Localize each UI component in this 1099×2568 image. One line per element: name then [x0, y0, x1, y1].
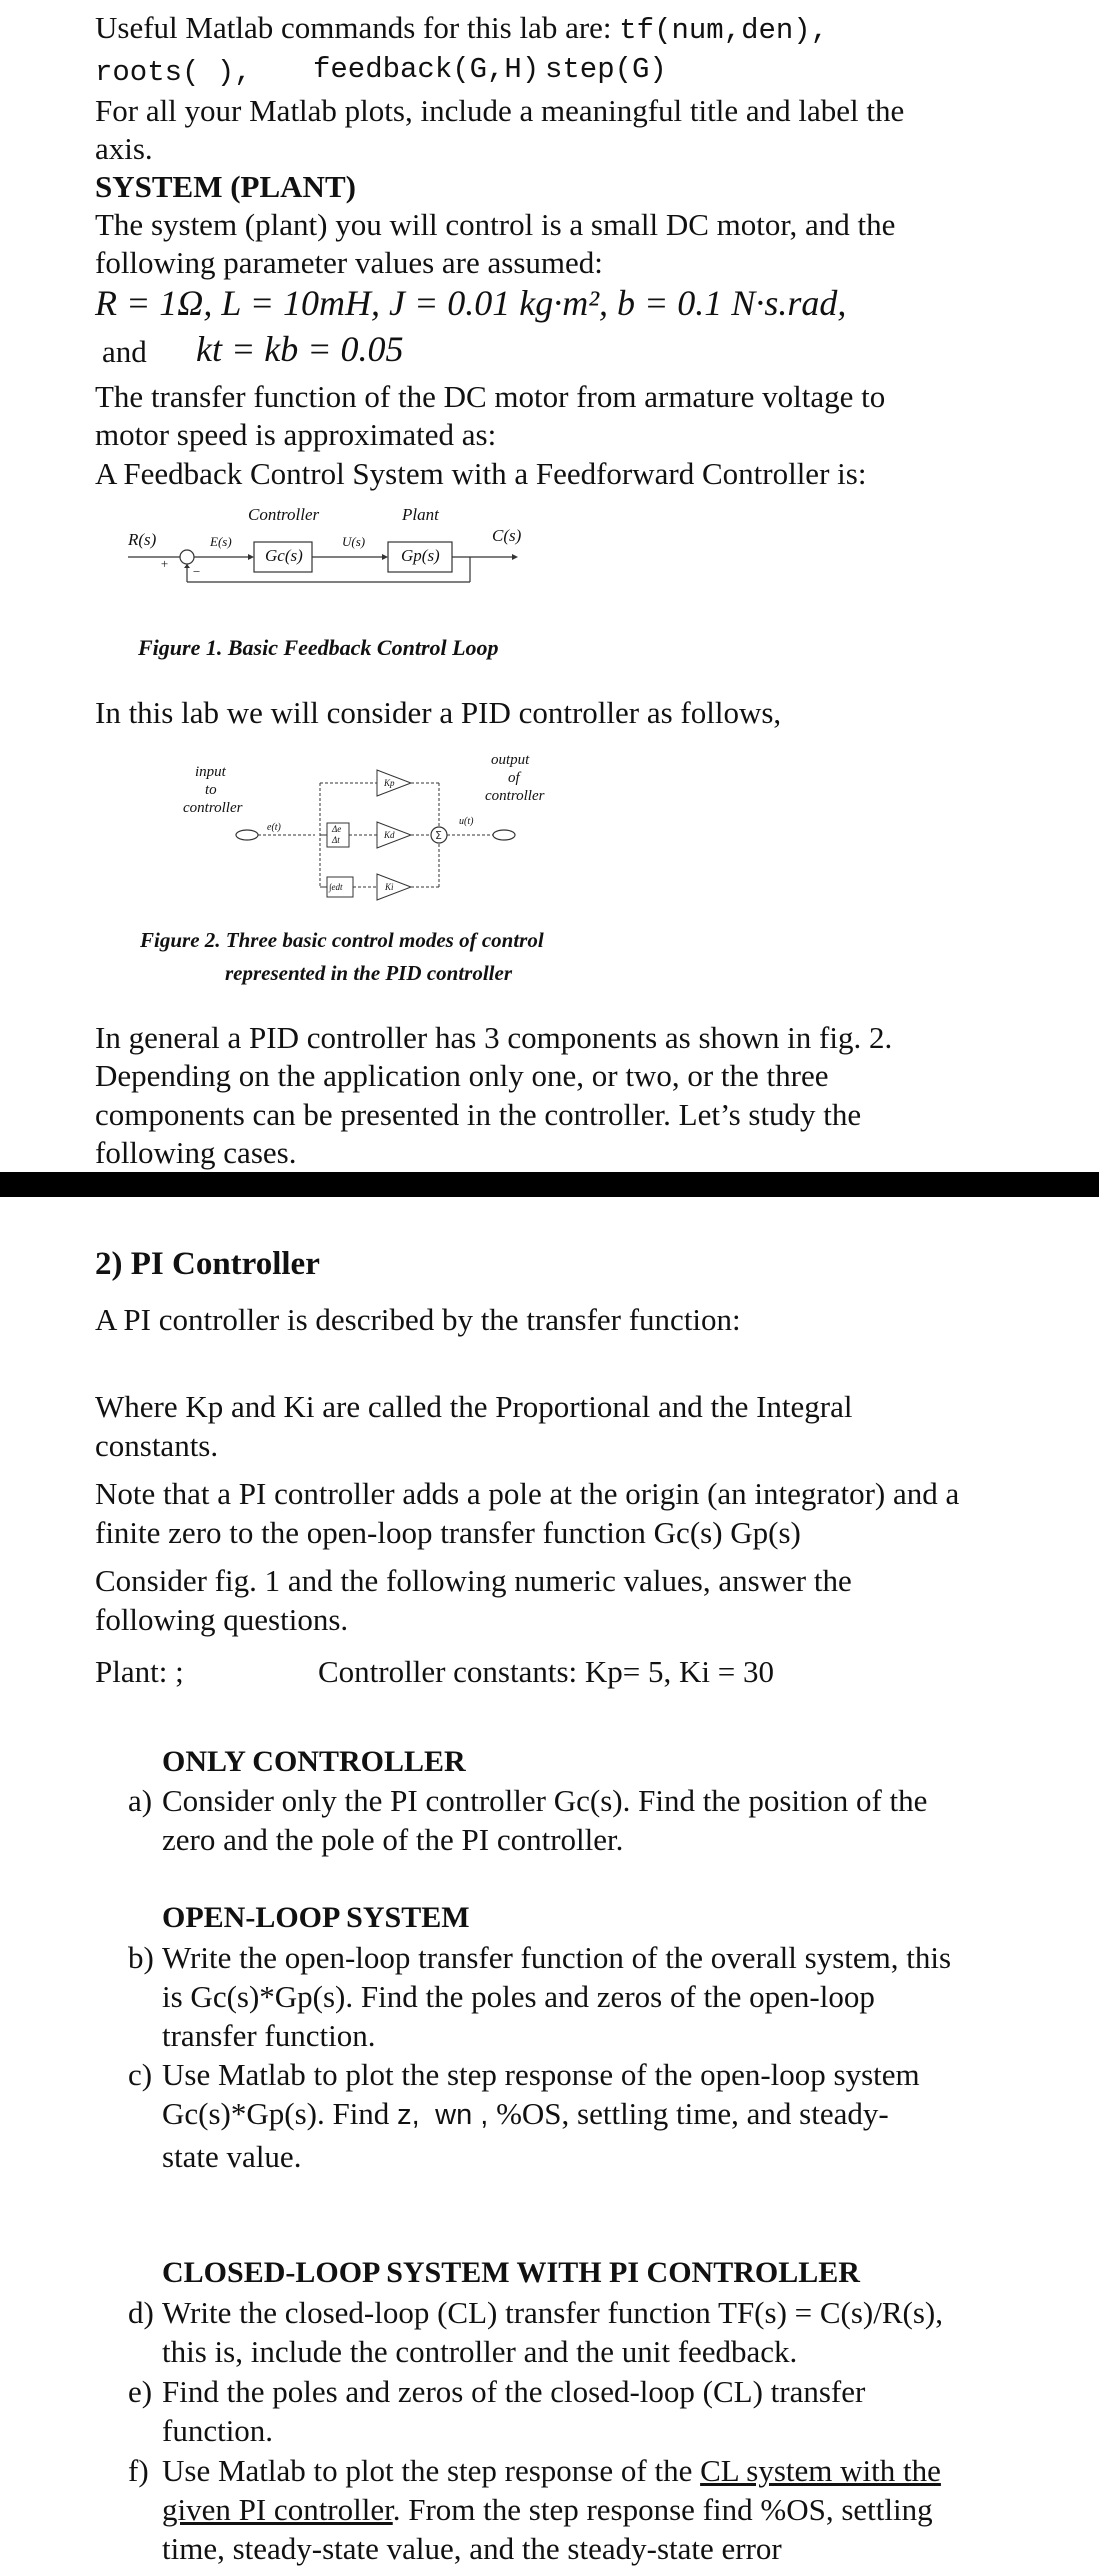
question-e-marker: e)	[128, 2374, 153, 2409]
integral-label: ∫edt	[329, 882, 343, 892]
gc-label: Gc(s)	[265, 546, 303, 565]
derivative-top: Δe	[332, 824, 342, 834]
question-d-line-1: Write the closed-loop (CL) transfer function TF(s) = C(s)/R(s),	[162, 2295, 944, 2330]
question-c-line-2	[162, 2094, 889, 2135]
feedforward-line: A Feedback Control System with a Feedforward Controller is:	[95, 456, 867, 491]
general-line-2: Depending on the application only one, or two, or the three	[95, 1058, 829, 1093]
tf-line-1: The transfer function of the DC motor from armature voltage to	[95, 379, 886, 414]
cmd-roots: roots( ),	[95, 56, 252, 89]
e-t-label: e(t)	[267, 822, 281, 833]
question-f-line-2-underlined: given PI controller	[162, 2492, 393, 2527]
controller-constants: Controller constants: Kp= 5, Ki = 30	[318, 1654, 775, 1689]
input-label-1: input	[195, 764, 226, 780]
note-line-2: finite zero to the open-loop transfer function Gc(s) Gp(s)	[95, 1515, 801, 1550]
question-a-line-2: zero and the pole of the PI controller.	[162, 1822, 624, 1857]
general-line-3: components can be presented in the controller. Let’s study the	[95, 1097, 862, 1132]
pid-intro: In this lab we will consider a PID controller as follows,	[95, 695, 782, 730]
input-label-3: controller	[183, 800, 243, 816]
closed-loop-heading: CLOSED-LOOP SYSTEM WITH PI CONTROLLER	[162, 2256, 860, 2289]
question-c-line-2-b: %OS, settling time, and steady-	[488, 2096, 889, 2131]
question-f-marker: f)	[128, 2453, 149, 2488]
e-label: E(s)	[210, 534, 232, 549]
kd-label: Kd	[384, 830, 395, 840]
input-label-2: to	[205, 782, 217, 798]
tf-line-2: motor speed is approximated as:	[95, 417, 497, 452]
pi-description: A PI controller is described by the transfer function:	[95, 1302, 741, 1337]
gp-label: Gp(s)	[401, 546, 440, 565]
plant-label: Plant	[402, 505, 439, 524]
plots-line-2: axis.	[95, 131, 153, 166]
question-d-marker: d)	[128, 2295, 154, 2330]
wn-symbol: wn ,	[435, 2099, 489, 2131]
plots-line-1: For all your Matlab plots, include a meaningful title and label the	[95, 93, 905, 128]
parameter-equation-2: kt = kb = 0.05	[196, 329, 404, 369]
figure-1-block-diagram	[120, 500, 540, 590]
r-label: R(s)	[128, 530, 157, 549]
consider-line-1: Consider fig. 1 and the following numeric values, answer the	[95, 1563, 852, 1598]
system-line-1: The system (plant) you will control is a small DC motor, and the	[95, 207, 896, 242]
u-t-label: u(t)	[459, 816, 474, 827]
zeta-symbol: z,	[397, 2099, 420, 2131]
figure-1-caption: Figure 1. Basic Feedback Control Loop	[138, 635, 499, 660]
plant-label: Plant: ;	[95, 1654, 184, 1689]
system-line-2: following parameter values are assumed:	[95, 245, 603, 280]
question-b-line-3: transfer function.	[162, 2018, 376, 2053]
output-label-2: of	[508, 770, 520, 786]
minus-sign: −	[192, 564, 201, 579]
question-c-line-2-a: Gc(s)*Gp(s). Find	[162, 2096, 398, 2131]
cmd-feedback: feedback(G,H)	[313, 53, 540, 86]
question-a-marker: a)	[128, 1783, 153, 1818]
question-d-line-2: this is, include the controller and the unit feedback.	[162, 2334, 798, 2369]
output-label-3: controller	[485, 788, 545, 804]
question-f-line-2	[162, 2490, 933, 2529]
parameter-and: and	[102, 334, 147, 369]
general-line-1: In general a PID controller has 3 components as shown in fig. 2.	[95, 1020, 893, 1055]
question-a-line-1: Consider only the PI controller Gc(s). Find the position of the	[162, 1783, 928, 1818]
u-label: U(s)	[342, 534, 366, 549]
question-e-line-2: function.	[162, 2413, 274, 2448]
only-controller-heading: ONLY CONTROLLER	[162, 1745, 466, 1778]
figure-2-caption-2: represented in the PID controller	[225, 961, 512, 985]
matlab-commands-line-2	[95, 50, 667, 92]
c-label: C(s)	[492, 526, 522, 545]
output-label-1: output	[491, 752, 530, 768]
controller-label: Controller	[248, 505, 320, 524]
question-f-line-1-a: Use Matlab to plot the step response of the	[162, 2453, 701, 2488]
kp-ki-line-2: constants.	[95, 1428, 219, 1463]
svg-text:Σ: Σ	[435, 829, 442, 842]
open-loop-heading: OPEN-LOOP SYSTEM	[162, 1901, 470, 1934]
figure-2-caption-1: Figure 2. Three basic control modes of control	[140, 928, 544, 952]
kp-label: Kp	[384, 778, 395, 788]
question-c-line-3: state value.	[162, 2139, 302, 2174]
pi-heading: 2) PI Controller	[95, 1246, 320, 1282]
commands-prefix: Useful Matlab commands for this lab are:	[95, 10, 620, 45]
general-line-4: following cases.	[95, 1135, 297, 1170]
question-f-line-2-b: . From the step response find %OS, settling	[392, 2492, 933, 2527]
question-e-line-1: Find the poles and zeros of the closed-loop (CL) transfer	[162, 2374, 866, 2409]
question-b-marker: b)	[128, 1940, 154, 1975]
cmd-step: step(G)	[545, 53, 667, 86]
question-c-marker: c)	[128, 2057, 153, 2092]
consider-line-2: following questions.	[95, 1602, 349, 1637]
question-c-line-1: Use Matlab to plot the step response of the open-loop system	[162, 2057, 920, 2092]
matlab-commands-line	[95, 8, 828, 50]
page-separator	[0, 1172, 1099, 1197]
derivative-bottom: Δt	[332, 835, 340, 845]
question-f-line-3: time, steady-state value, and the steady-state error	[162, 2531, 782, 2566]
note-line-1: Note that a PI controller adds a pole at the origin (an integrator) and a	[95, 1476, 960, 1511]
question-f-line-1	[162, 2451, 941, 2490]
kp-ki-line-1: Where Kp and Ki are called the Proportional and the Integral	[95, 1389, 853, 1424]
cmd-tf: tf(num,den),	[619, 14, 829, 47]
question-b-line-1: Write the open-loop transfer function of the overall system, this	[162, 1940, 952, 1975]
question-f-line-1-underlined: CL system with the	[700, 2453, 941, 2488]
plus-sign: +	[160, 556, 169, 571]
parameter-equation-1: R = 1Ω, L = 10mH, J = 0.01 kg·m², b = 0.1 N·s.rad,	[95, 283, 847, 323]
block-diagram-svg	[120, 500, 540, 590]
ki-label: Ki	[385, 882, 394, 892]
question-b-line-2: is Gc(s)*Gp(s). Find the poles and zeros of the open-loop	[162, 1979, 875, 2014]
system-heading: SYSTEM (PLANT)	[95, 169, 356, 204]
figure-2-pid-diagram	[175, 750, 575, 910]
